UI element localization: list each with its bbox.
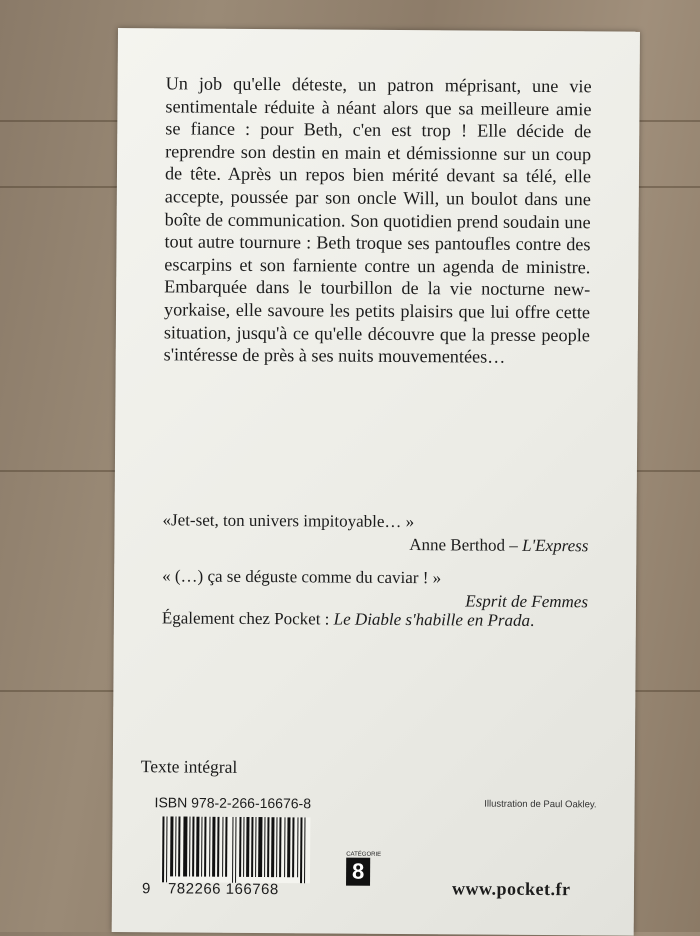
quote-author: Anne Berthod – [409, 535, 523, 555]
category-label: CATÉGORIE [346, 851, 382, 858]
category-badge [346, 851, 382, 886]
also-suffix: . [529, 610, 535, 630]
barcode-first-digit: 9 [141, 880, 151, 898]
publisher-website: www.pocket.fr [451, 878, 571, 900]
blurb-text: Un job qu'elle déteste, un patron méprisant, une vie sentimentale réduite à néant alors que sa meilleure amie se fiance : pour Beth, c'en est trop ! Elle décide de reprendre son destin en main et démissionne sur un coup de tête. Après un repos bien mérité devant sa télé, elle accepte, poussée par son oncle Will, un boulot dans une boîte de communication. Son quotidien prend soudain une tout autre tournure : Beth troque ses pantoufles contre des escarpins et son farniente contre un agenda de ministre. Embarquée dans le tourbillon de la vie nocturne new-yorkaise, elle savoure les petits plaisirs que lui offre cette situation, jusqu'à ce qu'elle découvre que la presse people s'intéresse de près à ses nuits mouvementées… [163, 73, 592, 367]
quote-publication: Esprit de Femmes [465, 591, 589, 612]
quote-text: « (…) ça se déguste comme du caviar ! » [162, 566, 442, 588]
also-prefix: Également chez Pocket : [161, 608, 334, 629]
isbn-number: ISBN 978-2-266-16676-8 [154, 794, 312, 812]
review-quote-2 [162, 566, 588, 612]
book-back-cover [112, 28, 640, 936]
barcode-digits: 782266 166768 [167, 880, 279, 899]
category-number: 8 [346, 858, 370, 886]
quote-source [162, 533, 588, 556]
barcode-image [160, 816, 310, 883]
illustration-credit: Illustration de Paul Oakley. [484, 798, 597, 811]
integral-text-label: Texte intégral [140, 756, 238, 777]
quote-text: «Jet-set, ton univers impitoyable… » [162, 510, 415, 532]
quote-publication: L'Express [522, 535, 589, 556]
also-by-publisher [162, 608, 602, 631]
review-quote-1 [162, 510, 588, 556]
also-title: Le Diable s'habille en Prada [333, 609, 531, 630]
